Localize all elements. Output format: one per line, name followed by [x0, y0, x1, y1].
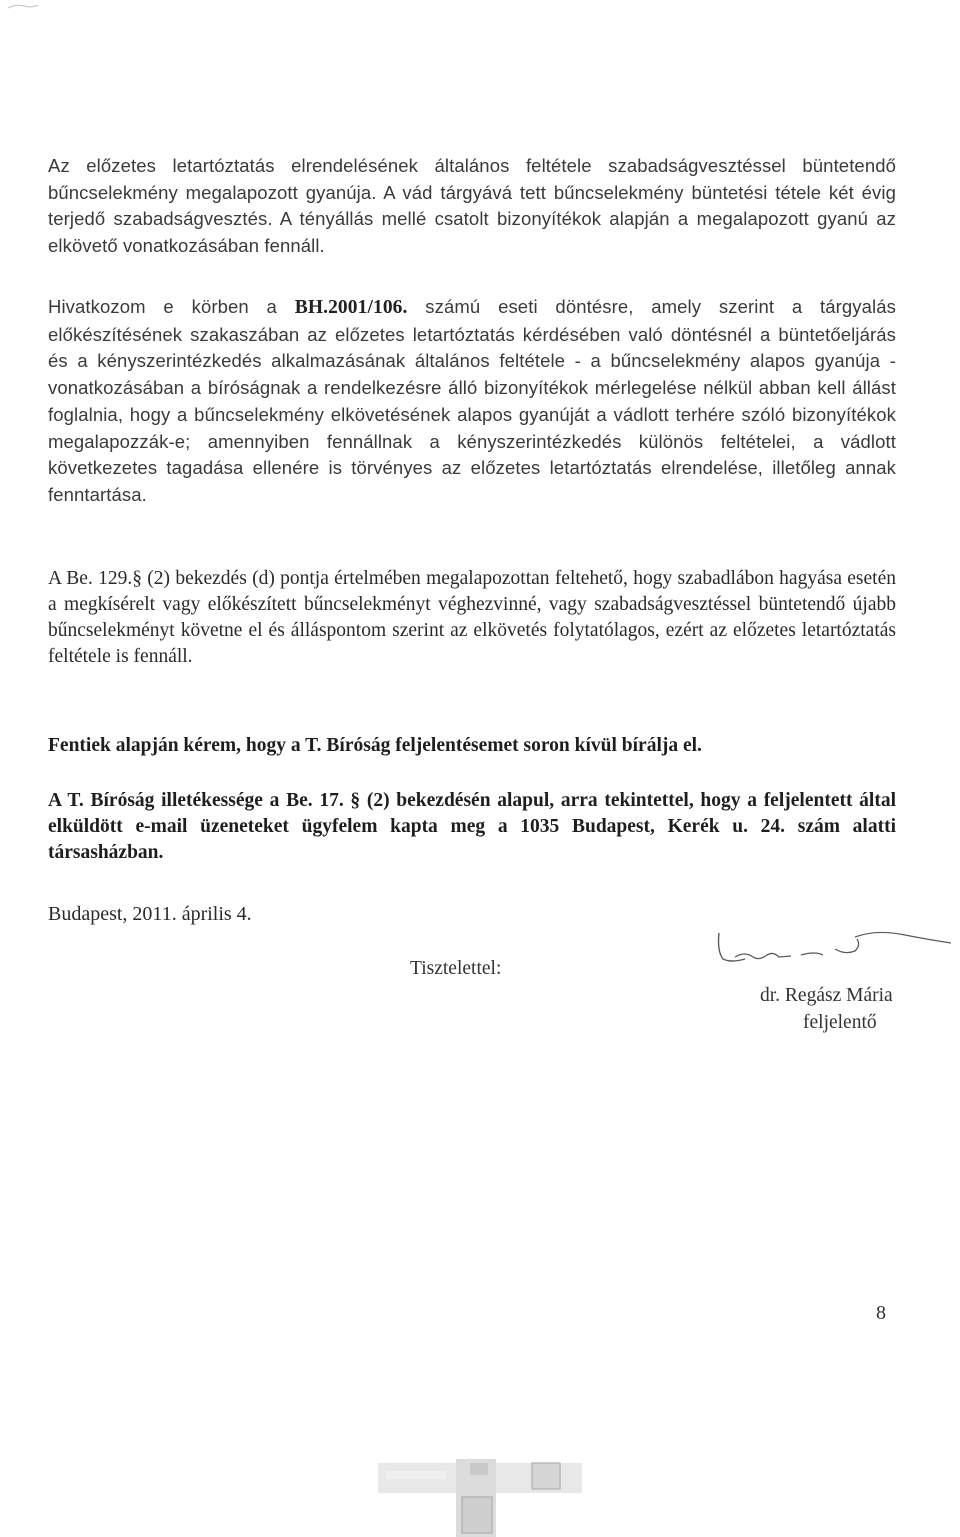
paragraph-preliminary-detention: Az előzetes letartóztatás elrendelésének általános feltétele szabadságvesztéssel büntetendő bűncselekmény megalapozott gyanúja. A vád tárgyává tett bűncselekmény büntetési tétele két évig terjedő szabadságvesztés. A tényállás mellé csatolt bizonyítékok alapján a megalapozott gyanú az elkövető vonatkozásában fennáll.	[48, 155, 896, 257]
page-number: 8	[876, 1302, 886, 1324]
paragraph-request: Fentiek alapján kérem, hogy a T. Bíróság feljelentésemet soron kívül bírálja el.	[48, 735, 702, 756]
case-reference-number: BH.2001/106.	[294, 297, 408, 318]
case-reference-text: számú eseti döntésre, amely szerint a tárgyalás előkészítésének szakaszában az előzetes letartóztatás kérdésében való döntésnél a büntetőeljárás és a kényszerintézkedés alkalmazásának általános feltétele - a bűncselekmény alapos gyanúja - vonatkozásában a bíróságnak a rendelkezésre álló bizonyítékok mérlegelése nélkül abban kell állást foglalnia, hogy a bűncselekmény elkövetésének alapos gyanúját a vádlott terhére szóló bizonyítékok megalapozzák-e; amennyiben fennállnak a kényszerintézkedés különös feltételei, a vádlott következetes tagadása ellenére is törvényes az előzetes letartóztatás elrendelése, illetőleg annak fenntartása.	[48, 296, 896, 505]
case-reference-intro: Hivatkozom e körben a	[48, 296, 295, 317]
handwritten-signature	[705, 925, 955, 980]
scan-artifact-mark	[6, 2, 40, 10]
paragraph-jurisdiction: A T. Bíróság illetékessége a Be. 17. § (2) bekezdésén alapul, arra tekintettel, hogy a feljelentett által elküldött e-mail üzeneteket ügyfelem kapta meg a 1035 Budapest, Kerék u. 24. szám alatti társasházban.	[48, 790, 896, 863]
stamp-mark	[378, 1457, 584, 1537]
paragraph-legal-basis: A Be. 129.§ (2) bekezdés (d) pontja értelmében megalapozottan feltehető, hogy szabadlábon hagyása esetén a megkísérelt vagy előkészített bűncselekményt véghezvinné, vagy szabadságvesztéssel büntetendő újabb bűncselekményt követne el és álláspontom szerint az elkövetés folytatólagos, ezért az előzetes letartóztatás feltétele is fennáll.	[48, 568, 896, 667]
signatory-role: feljelentő	[803, 1012, 877, 1033]
closing-greeting: Tisztelettel:	[410, 958, 502, 979]
paragraph-case-reference	[48, 294, 896, 509]
document-date: Budapest, 2011. április 4.	[48, 903, 252, 925]
signatory-name: dr. Regász Mária	[760, 985, 893, 1006]
